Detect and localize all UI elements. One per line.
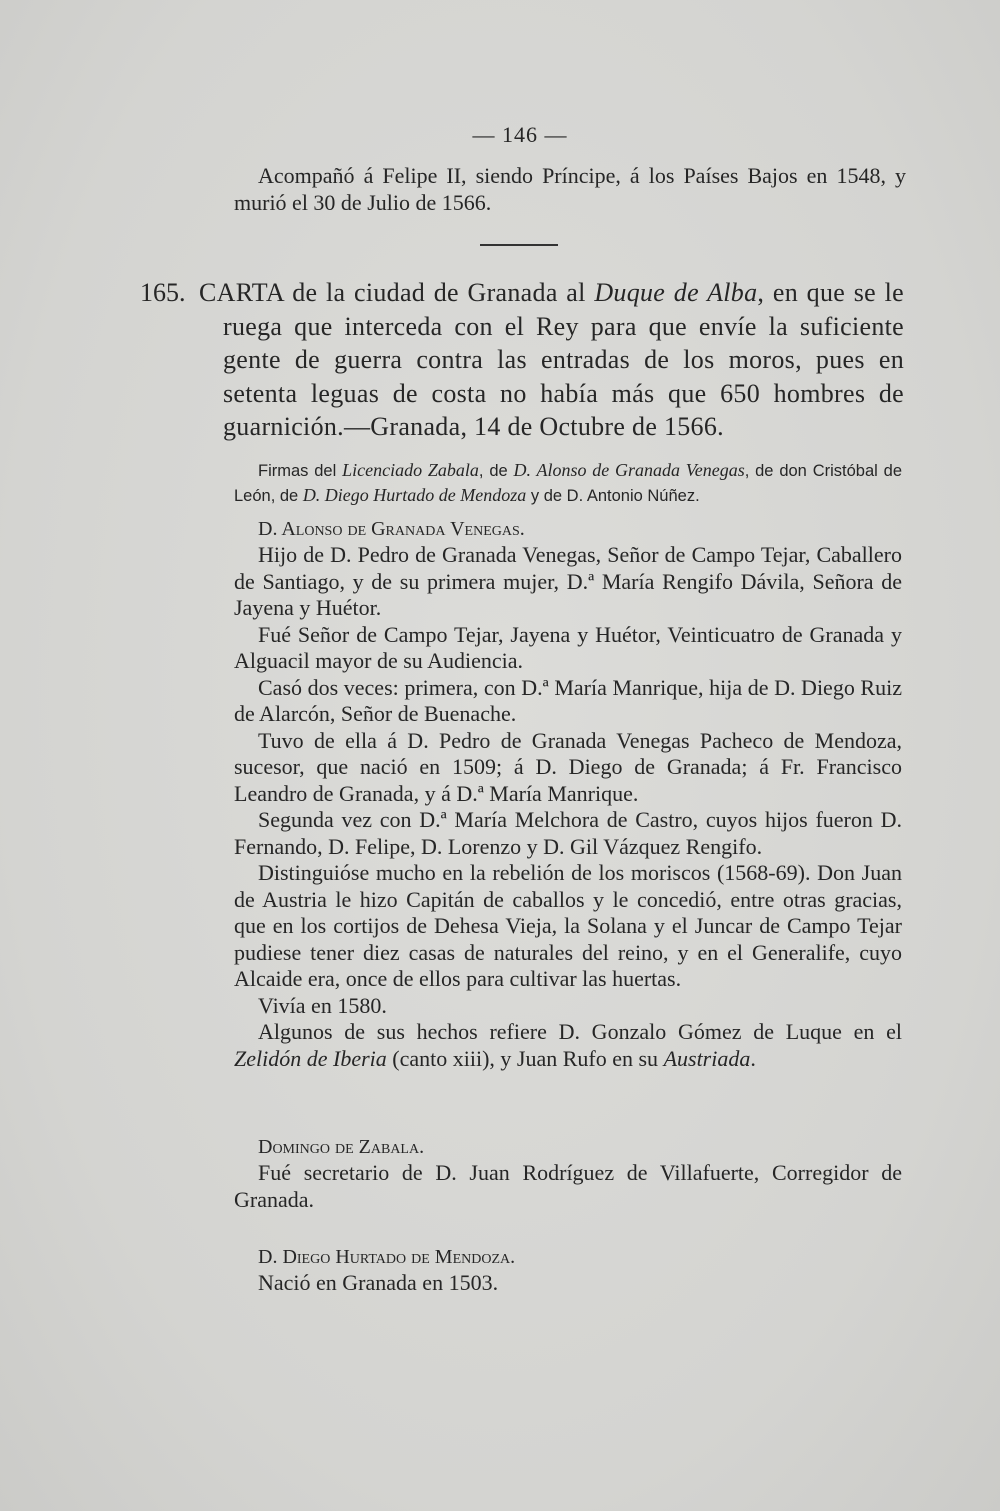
catalog-entry bbox=[140, 276, 904, 444]
entry-recipient: Duque de Alba bbox=[594, 278, 758, 307]
last-text-b: (canto xiii), y Juan Rufo en su bbox=[386, 1045, 664, 1071]
biography-zabala bbox=[234, 1134, 902, 1213]
biography-paragraph: Fué secretario de D. Juan Rodríguez de Villafuerte, Corregidor de Granada. bbox=[234, 1160, 902, 1212]
sig-name-2: D. Alonso de Granada Venegas bbox=[513, 460, 745, 480]
entry-text-a: de la ciudad de Granada al bbox=[283, 278, 595, 307]
biography-paragraph: Fué Señor de Campo Tejar, Jayena y Huétor, Veinticuatro de Granada y Alguacil mayor de su Audiencia. bbox=[234, 621, 902, 673]
biography-paragraph: Hijo de D. Pedro de Granada Venegas, Señor de Campo Tejar, Caballero de Santiago, y de su primera mujer, D.ª María Rengifo Dávila, Señora de Jayena y Huétor. bbox=[234, 542, 902, 620]
page-number: — 146 — bbox=[472, 122, 568, 147]
signatures-text bbox=[234, 458, 902, 508]
biography-paragraph-last bbox=[234, 1019, 902, 1072]
sig-suffix: y de D. Antonio Núñez. bbox=[526, 487, 700, 505]
top-note bbox=[234, 163, 906, 216]
biography-paragraph: Tuvo de ella á D. Pedro de Granada Venegas Pacheco de Mendoza, sucesor, que nació en 1509; á D. Diego de Granada; á Fr. Francisco Leandro de Granada, y á D.ª María Manrique. bbox=[234, 727, 902, 806]
entry-number: 165. bbox=[140, 278, 186, 307]
top-note-text: Acompañó á Felipe II, siendo Príncipe, á los Países Bajos en 1548, y murió el 30 de Julio de 1566. bbox=[234, 163, 906, 215]
entry-text-b: , en que se le ruega que interceda con el Rey para que envíe la suficiente gente de guerra contra las entradas de los moros, pues en setenta leguas de costa no había más que 650 hombres de guarnición.—Granada, 14 de Octubre de 1566. bbox=[223, 278, 904, 441]
biography-heading: D. Diego Hurtado de Mendoza. bbox=[258, 1246, 516, 1268]
biography-alonso bbox=[234, 516, 902, 1072]
book-title-austriada: Austriada bbox=[663, 1045, 751, 1071]
sig-name-1: Licenciado Zabala bbox=[342, 460, 479, 480]
signatures-note bbox=[234, 458, 902, 508]
book-title-zelidon: Zelidón de Iberia bbox=[234, 1045, 387, 1071]
biography-mendoza bbox=[234, 1244, 902, 1297]
entry-title-word: CARTA bbox=[199, 278, 284, 307]
sig-sep-2: , de don Cristóbal de León, de bbox=[234, 462, 902, 505]
biography-heading: D. Alonso de Granada Venegas. bbox=[258, 518, 525, 540]
sig-sep-1: , de bbox=[478, 462, 514, 480]
separator-rule bbox=[480, 244, 558, 246]
sig-prefix: Firmas del bbox=[258, 462, 343, 480]
sig-name-3: D. Diego Hurtado de Mendoza bbox=[302, 485, 527, 505]
last-text-a: Algunos de sus hechos refiere D. Gonzalo Gómez de Luque en el bbox=[258, 1019, 902, 1044]
biography-paragraph: Distinguióse mucho en la rebelión de los moriscos (1568-69). Don Juan de Austria le hizo Capitán de caballos y le concedió, entre otras gracias, que en los cortijos de Dehesa Vieja, la Solana y el Juncar de Campo Tejar pudiese tener diez casas de naturales del reino, y en el Generalife, cuyo Alcaide era, once de ellos para cultivar las huertas. bbox=[234, 860, 902, 991]
entry-description bbox=[199, 276, 904, 444]
biography-heading: Domingo de Zabala. bbox=[258, 1136, 425, 1158]
biography-paragraph: Casó dos veces: primera, con D.ª María Manrique, hija de D. Diego Ruiz de Alarcón, Señor de Buenache. bbox=[234, 674, 902, 726]
biography-paragraph: Vivía en 1580. bbox=[258, 992, 387, 1018]
biography-paragraph: Segunda vez con D.ª María Melchora de Castro, cuyos hijos fueron D. Fernando, D. Felipe, D. Lorenzo y D. Gil Vázquez Rengifo. bbox=[234, 807, 902, 859]
last-text-c: . bbox=[750, 1045, 756, 1071]
biography-paragraph: Nació en Granada en 1503. bbox=[258, 1270, 499, 1295]
